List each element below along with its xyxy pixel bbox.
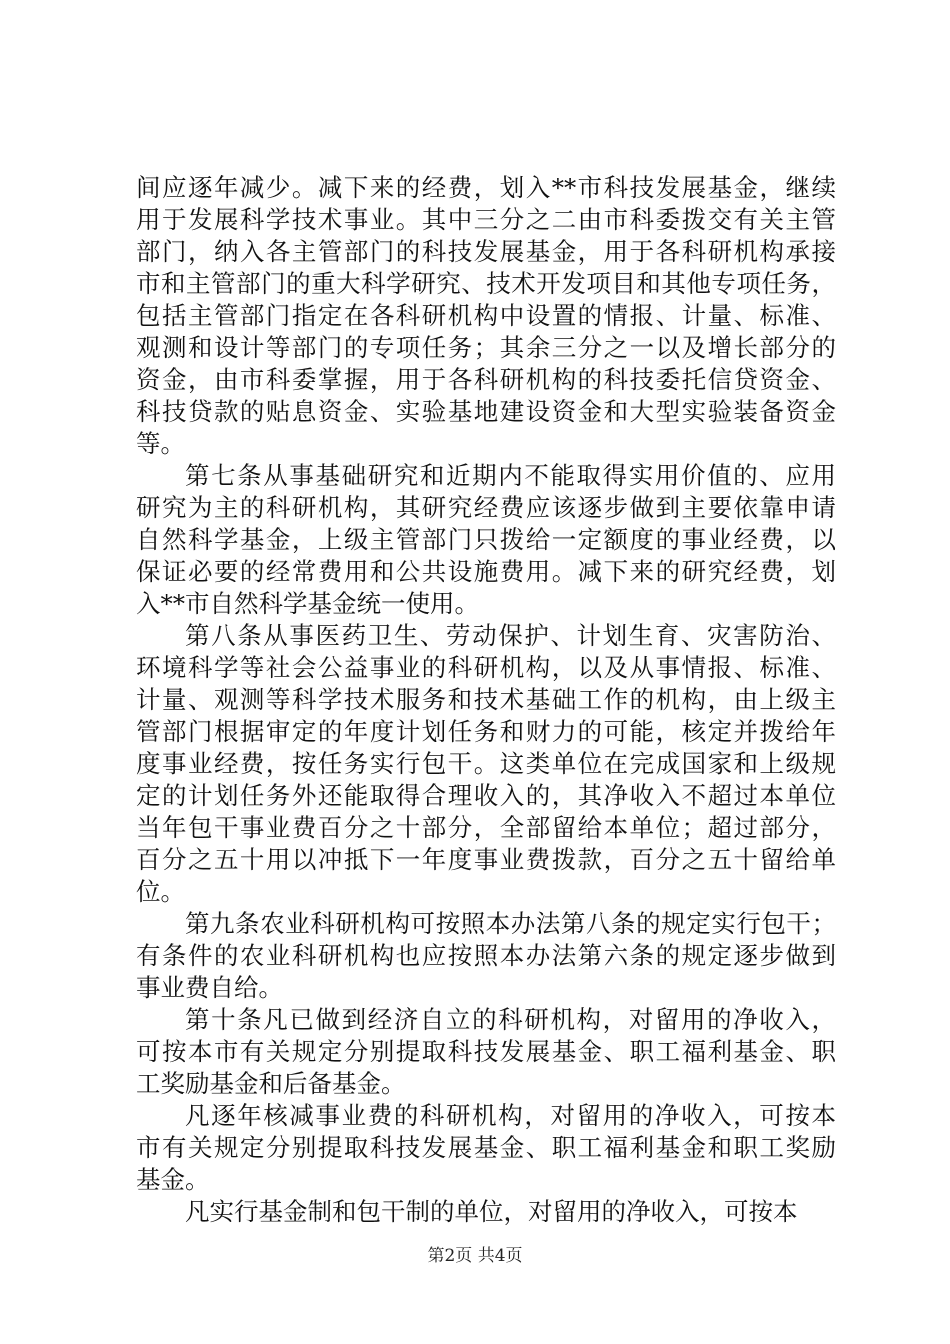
text-line: 保证必要的经常费用和公共设施费用。减下来的研究经费，划 bbox=[136, 557, 836, 586]
text-line: 观测和设计等部门的专项任务；其余三分之一以及增长部分的 bbox=[136, 333, 836, 362]
text-line: 包括主管部门指定在各科研机构中设置的情报、计量、标准、 bbox=[136, 301, 836, 330]
text-line: 科技贷款的贴息资金、实验基地建设资金和大型实验装备资金 bbox=[136, 397, 836, 426]
text-line: 度事业经费，按任务实行包干。这类单位在完成国家和上级规 bbox=[136, 749, 836, 778]
text-line: 当年包干事业费百分之十部分，全部留给本单位；超过部分， bbox=[136, 813, 836, 842]
text-line: 等。 bbox=[136, 429, 185, 458]
text-line: 位。 bbox=[136, 877, 185, 906]
text-line: 用于发展科学技术事业。其中三分之二由市科委拨交有关主管 bbox=[136, 205, 836, 234]
text-line: 入**市自然科学基金统一使用。 bbox=[136, 589, 479, 618]
text-line: 自然科学基金，上级主管部门只拨给一定额度的事业经费，以 bbox=[136, 525, 836, 554]
text-line: 基金。 bbox=[136, 1165, 210, 1194]
document-body bbox=[136, 172, 836, 1228]
text-line: 工奖励基金和后备基金。 bbox=[136, 1069, 406, 1098]
text-line: 间应逐年减少。减下来的经费，划入**市科技发展基金，继续 bbox=[136, 173, 836, 202]
text-line: 部门，纳入各主管部门的科技发展基金，用于各科研机构承接 bbox=[136, 237, 836, 266]
article-9-first-line: 第九条农业科研机构可按照本办法第八条的规定实行包干； bbox=[185, 909, 836, 938]
text-line: 百分之五十用以冲抵下一年度事业费拨款，百分之五十留给单 bbox=[136, 845, 836, 874]
text-line: 定的计划任务外还能取得合理收入的，其净收入不超过本单位 bbox=[136, 781, 836, 810]
article-7-first-line: 第七条从事基础研究和近期内不能取得实用价值的、应用 bbox=[185, 461, 836, 490]
text-line: 有条件的农业科研机构也应按照本办法第六条的规定逐步做到 bbox=[136, 941, 836, 970]
text-line: 管部门根据审定的年度计划任务和财力的可能，核定并拨给年 bbox=[136, 717, 836, 746]
text-line: 计量、观测等科学技术服务和技术基础工作的机构，由上级主 bbox=[136, 685, 836, 714]
paragraph-first-line: 凡实行基金制和包干制的单位，对留用的净收入，可按本 bbox=[185, 1197, 798, 1226]
article-10-first-line: 第十条凡已做到经济自立的科研机构，对留用的净收入， bbox=[185, 1005, 836, 1034]
text-line: 事业费自给。 bbox=[136, 973, 283, 1002]
paragraph-first-line: 凡逐年核减事业费的科研机构，对留用的净收入，可按本 bbox=[185, 1101, 836, 1130]
article-8-first-line: 第八条从事医药卫生、劳动保护、计划生育、灾害防治、 bbox=[185, 621, 836, 650]
text-line: 研究为主的科研机构，其研究经费应该逐步做到主要依靠申请 bbox=[136, 493, 836, 522]
text-line: 市和主管部门的重大科学研究、技术开发项目和其他专项任务， bbox=[136, 269, 836, 298]
text-line: 资金，由市科委掌握，用于各科研机构的科技委托信贷资金、 bbox=[136, 365, 836, 394]
text-line: 环境科学等社会公益事业的科研机构，以及从事情报、标准、 bbox=[136, 653, 836, 682]
page-number-footer: 第2页 共4页 bbox=[427, 1246, 523, 1266]
text-line: 市有关规定分别提取科技发展基金、职工福利基金和职工奖励 bbox=[136, 1133, 836, 1162]
text-line: 可按本市有关规定分别提取科技发展基金、职工福利基金、职 bbox=[136, 1037, 836, 1066]
